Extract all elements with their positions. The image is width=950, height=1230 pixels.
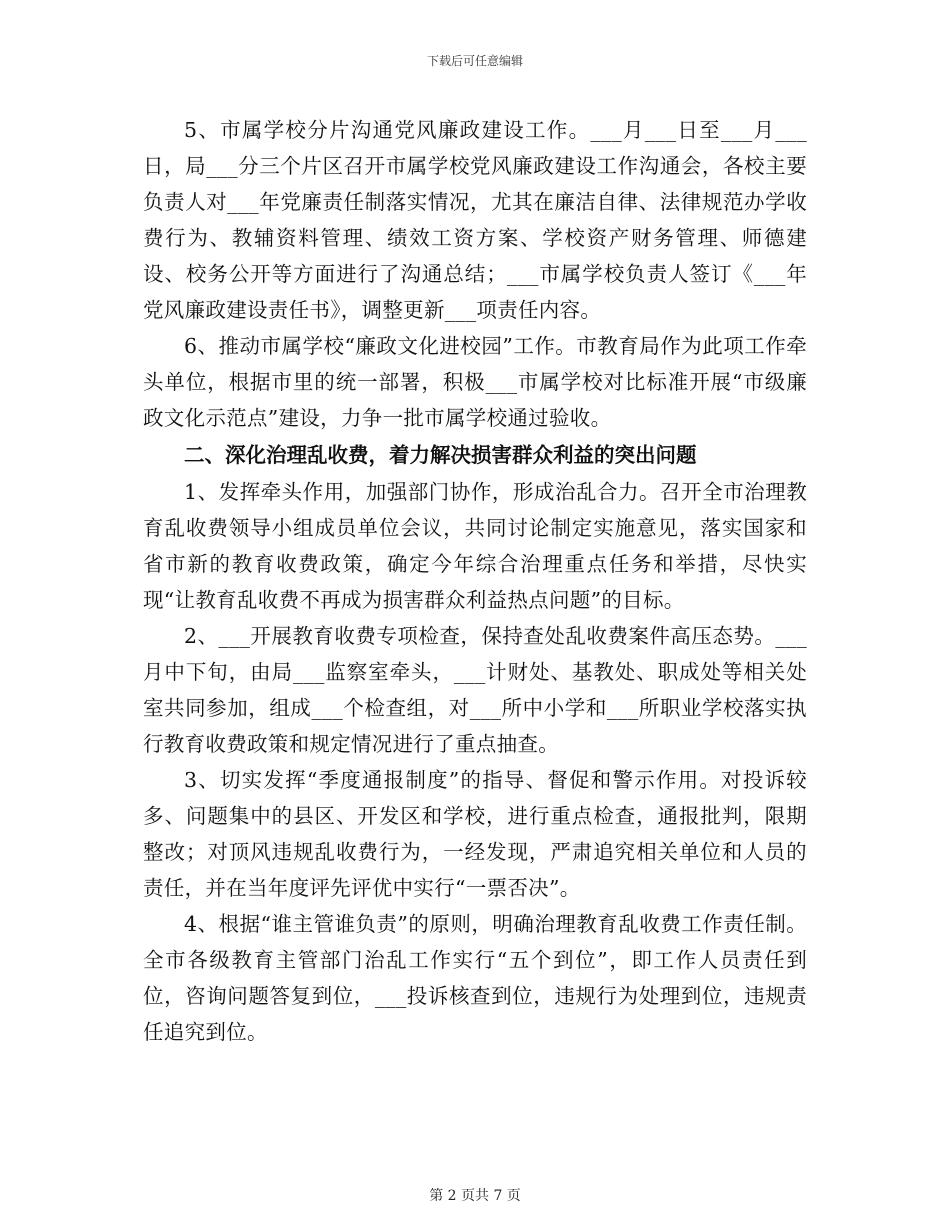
page-number: 第 2 页共 7 页	[429, 1188, 521, 1204]
paragraph-5: 5、市属学校分片沟通党风廉政建设工作。___月___日至___月___日，局___分三个片区召开市属学校党风廉政建设工作沟通会，各校主要负责人对___年党廉责任制落实情况，尤其在廉洁自律、法律规范办学收费行为、教辅资料管理、绩效工资方案、学校资产财务管理、师德建设、校务公开等方面进行了沟通总结；___市属学校负责人签订《___年党风廉政建设责任书》，调整更新___项责任内容。	[143, 118, 807, 322]
paragraph-2-2: 2、___开展教育收费专项检查，保持查处乱收费案件高压态势。___月中下旬，由局___监察室牵头，___计财处、基教处、职成处等相关处室共同参加，组成___个检查组，对___所中小学和___所职业学校落实执行教育收费政策和规定情况进行了重点抽查。	[143, 624, 807, 756]
paragraph-6: 6、推动市属学校“廉政文化进校园”工作。市教育局作为此项工作牵头单位，根据市里的统一部署，积极___市属学校对比标准开展“市级廉政文化示范点”建设，力争一批市属学校通过验收。	[143, 334, 807, 430]
paragraph-2-1: 1、发挥牵头作用，加强部门协作，形成治乱合力。召开全市治理教育乱收费领导小组成员单位会议，共同讨论制定实施意见，落实国家和省市新的教育收费政策，确定今年综合治理重点任务和举措，尽快实现“让教育乱收费不再成为损害群众利益热点问题”的目标。	[143, 480, 807, 612]
page-header: 下载后可任意编辑	[426, 54, 523, 68]
paragraph-2-4: 4、根据“谁主管谁负责”的原则，明确治理教育乱收费工作责任制。全市各级教育主管部门治乱工作实行“五个到位”，即工作人员责任到位，咨询问题答复到位，___投诉核查到位，违规行为处理到位，违规责任追究到位。	[143, 912, 807, 1044]
document-body	[143, 112, 807, 1050]
section-heading-2: 二、深化治理乱收费，着力解决损害群众利益的突出问题	[184, 443, 697, 467]
paragraph-2-3: 3、切实发挥“季度通报制度”的指导、督促和警示作用。对投诉较多、问题集中的县区、开发区和学校，进行重点检查，通报批判，限期整改；对顶风违规乱收费行为，一经发现，严肃追究相关单位和人员的责任，并在当年度评先评优中实行“一票否决”。	[143, 768, 807, 900]
